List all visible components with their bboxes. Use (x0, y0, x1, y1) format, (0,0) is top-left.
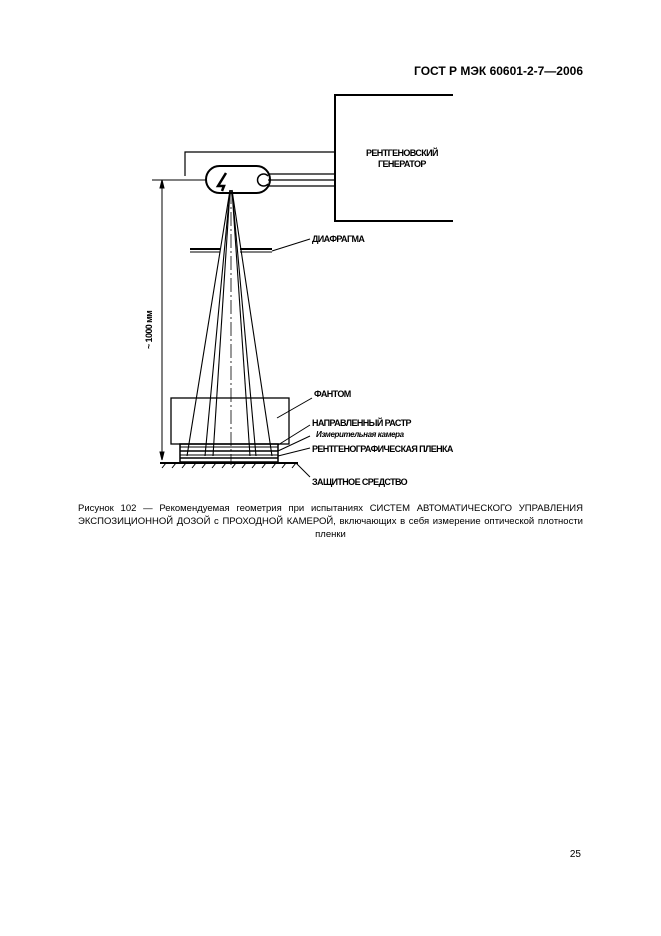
diaphragm (190, 239, 310, 252)
generator-label-line2: ГЕНЕРАТОР (378, 159, 426, 169)
generator-cable (185, 152, 335, 186)
leader-lines (278, 425, 310, 477)
distance-label: ~ 1000 мм (144, 310, 154, 349)
xray-tube (206, 166, 270, 193)
document-header: ГОСТ Р МЭК 60601-2-7—2006 (414, 64, 583, 78)
chamber-label: Измерительная камера (316, 430, 404, 439)
protective-shield (160, 463, 298, 468)
phantom-label: ФАНТОМ (314, 389, 351, 399)
xray-generator (335, 95, 453, 221)
figure-caption: Рисунок 102 — Рекомендуемая геометрия при испытаниях СИСТЕМ АВТОМАТИЧЕСКОГО УПРАВЛЕНИЯ ЭКСПОЗИЦИОННОЙ ДОЗОЙ с ПРОХОДНОЙ КАМЕРОЙ, включающих в себя измерение оптической плотности пленки (78, 503, 583, 540)
shield-label: ЗАЩИТНОЕ СРЕДСТВО (312, 477, 408, 487)
detector-stack (180, 444, 278, 462)
page-number: 25 (569, 849, 581, 860)
distance-dimension (152, 180, 207, 460)
phantom (171, 398, 289, 444)
film-label: РЕНТГЕНОГРАФИЧЕСКАЯ ПЛЕНКА (312, 444, 453, 454)
grid-label: НАПРАВЛЕННЫЙ РАСТР (312, 418, 411, 428)
generator-label-line1: РЕНТГЕНОВСКИЙ (366, 148, 438, 158)
diaphragm-label: ДИАФРАГМА (312, 234, 365, 244)
xray-beam (187, 190, 272, 456)
